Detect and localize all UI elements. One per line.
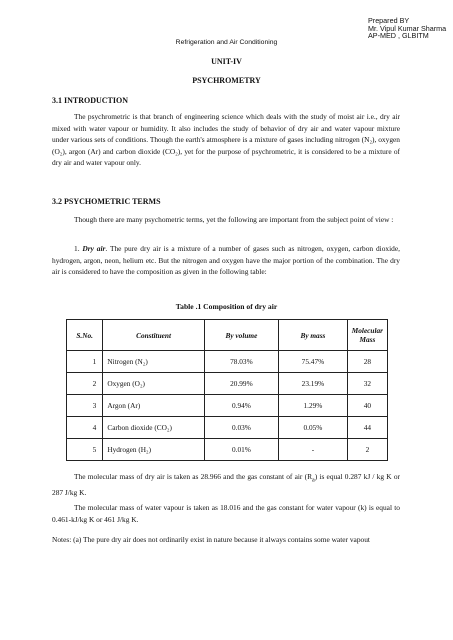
- water-vapour-text: The molecular mass of water vapour is taken as 18.016 and the gas constant for water vapour (k) is equal to 0.461-kJ/kg K or 461 J/kg K.: [52, 503, 400, 524]
- prepared-by-block: [368, 17, 446, 40]
- unit-title: UNIT-IV: [211, 57, 242, 66]
- prepared-by-label: Prepared BY: [368, 16, 410, 25]
- intro-heading: 3.1 INTRODUCTION: [52, 96, 129, 105]
- dry-air-term: Dry air: [82, 244, 106, 253]
- dry-air-paragraph: [52, 243, 400, 278]
- cell-sno: 3: [67, 395, 103, 417]
- gas-constant-text: [52, 471, 400, 499]
- header-sno: S.No.: [67, 320, 103, 351]
- cell-by-mass: 1.29%: [279, 395, 348, 417]
- gas-constant-subscript: a: [312, 477, 315, 484]
- table-row: [67, 351, 388, 373]
- intro-paragraph: [52, 111, 400, 169]
- cell-by-volume: 20.99%: [204, 373, 278, 395]
- table-row: [67, 439, 388, 461]
- author-affiliation: AP-MED , GLBITM: [368, 31, 429, 41]
- terms-paragraph: [52, 214, 400, 226]
- header-by-mass: By mass: [279, 320, 348, 351]
- cell-molecular-mass: 2: [347, 439, 387, 461]
- header-constituent: Constituent: [103, 320, 204, 351]
- cell-sno: 4: [67, 417, 103, 439]
- cell-by-volume: 0.03%: [204, 417, 278, 439]
- table-row: [67, 417, 388, 439]
- gas-constant-text-end: ) is equal 0.287 kJ / kg K or 287 J/kg K.: [52, 472, 400, 498]
- cell-by-mass: 0.05%: [279, 417, 348, 439]
- table-row: [67, 373, 388, 395]
- cell-constituent: Hydrogen (H₂): [103, 439, 204, 461]
- notes-paragraph: [52, 534, 400, 546]
- cell-sno: 1: [67, 351, 103, 373]
- cell-sno: 2: [67, 373, 103, 395]
- cell-constituent: Carbon dioxide (CO₂): [103, 417, 204, 439]
- terms-text: Though there are many psychometric terms, yet the following are important from the subject point of view :: [74, 215, 394, 224]
- subject-header: Refrigeration and Air Conditioning: [175, 39, 278, 46]
- gas-constant-text-start: The molecular mass of dry air is taken as 28.966 and the gas constant of air (R: [74, 472, 312, 481]
- table-header-row: [67, 320, 388, 351]
- cell-molecular-mass: 32: [347, 373, 387, 395]
- dry-air-description: . The pure dry air is a mixture of a number of gases such as nitrogen, oxygen, carbon dioxide, hydrogen, argon, neon, helium etc. But the nitrogen and oxygen have the major portion of the combination. The dry air is considered to have the composition as given in the following table:: [52, 244, 400, 277]
- gas-constant-paragraph: [52, 471, 400, 499]
- composition-table: [66, 319, 388, 461]
- intro-text: The psychrometric is that branch of engineering science which deals with the study of moist air i.e., dry air mixed with water vapour or humidity. It also includes the study of behavior of dry air and water vapour mixture under various sets of conditions. Though the earth's atmosphere is a mixture of gases including nitrogen (N₂), oxygen (O₂), argon (Ar) and carbon dioxide (CO₂), yet for the purpose of psychrometric, it is considered to be a mixture of dry air and water vapour only.: [52, 112, 400, 168]
- header-molecular-mass: Molecular Mass: [347, 320, 387, 351]
- header-by-volume: By volume: [204, 320, 278, 351]
- page-title: PSYCHROMETRY: [192, 76, 261, 85]
- cell-constituent: Oxygen (O₂): [103, 373, 204, 395]
- dry-air-text: [52, 243, 400, 278]
- cell-constituent: Argon (Ar): [103, 395, 204, 417]
- cell-by-mass: 75.47%: [279, 351, 348, 373]
- cell-by-volume: 0.94%: [204, 395, 278, 417]
- cell-by-mass: 23.19%: [279, 373, 348, 395]
- notes-text: Notes: (a) The pure dry air does not ordinarily exist in nature because it always contains some water vapout: [52, 535, 370, 544]
- table-row: [67, 395, 388, 417]
- cell-constituent: Nitrogen (N₂): [103, 351, 204, 373]
- cell-sno: 5: [67, 439, 103, 461]
- terms-heading: 3.2 PSYCHOMETRIC TERMS: [52, 197, 161, 206]
- cell-molecular-mass: 28: [347, 351, 387, 373]
- cell-molecular-mass: 40: [347, 395, 387, 417]
- cell-by-volume: 0.01%: [204, 439, 278, 461]
- cell-by-mass: -: [279, 439, 348, 461]
- author-name: Mr. Vipul Kumar Sharma: [368, 23, 447, 33]
- table-caption: Table .1 Composition of dry air: [175, 302, 278, 311]
- cell-by-volume: 78.03%: [204, 351, 278, 373]
- water-vapour-paragraph: [52, 502, 400, 525]
- cell-molecular-mass: 44: [347, 417, 387, 439]
- dry-air-number: 1.: [74, 244, 80, 253]
